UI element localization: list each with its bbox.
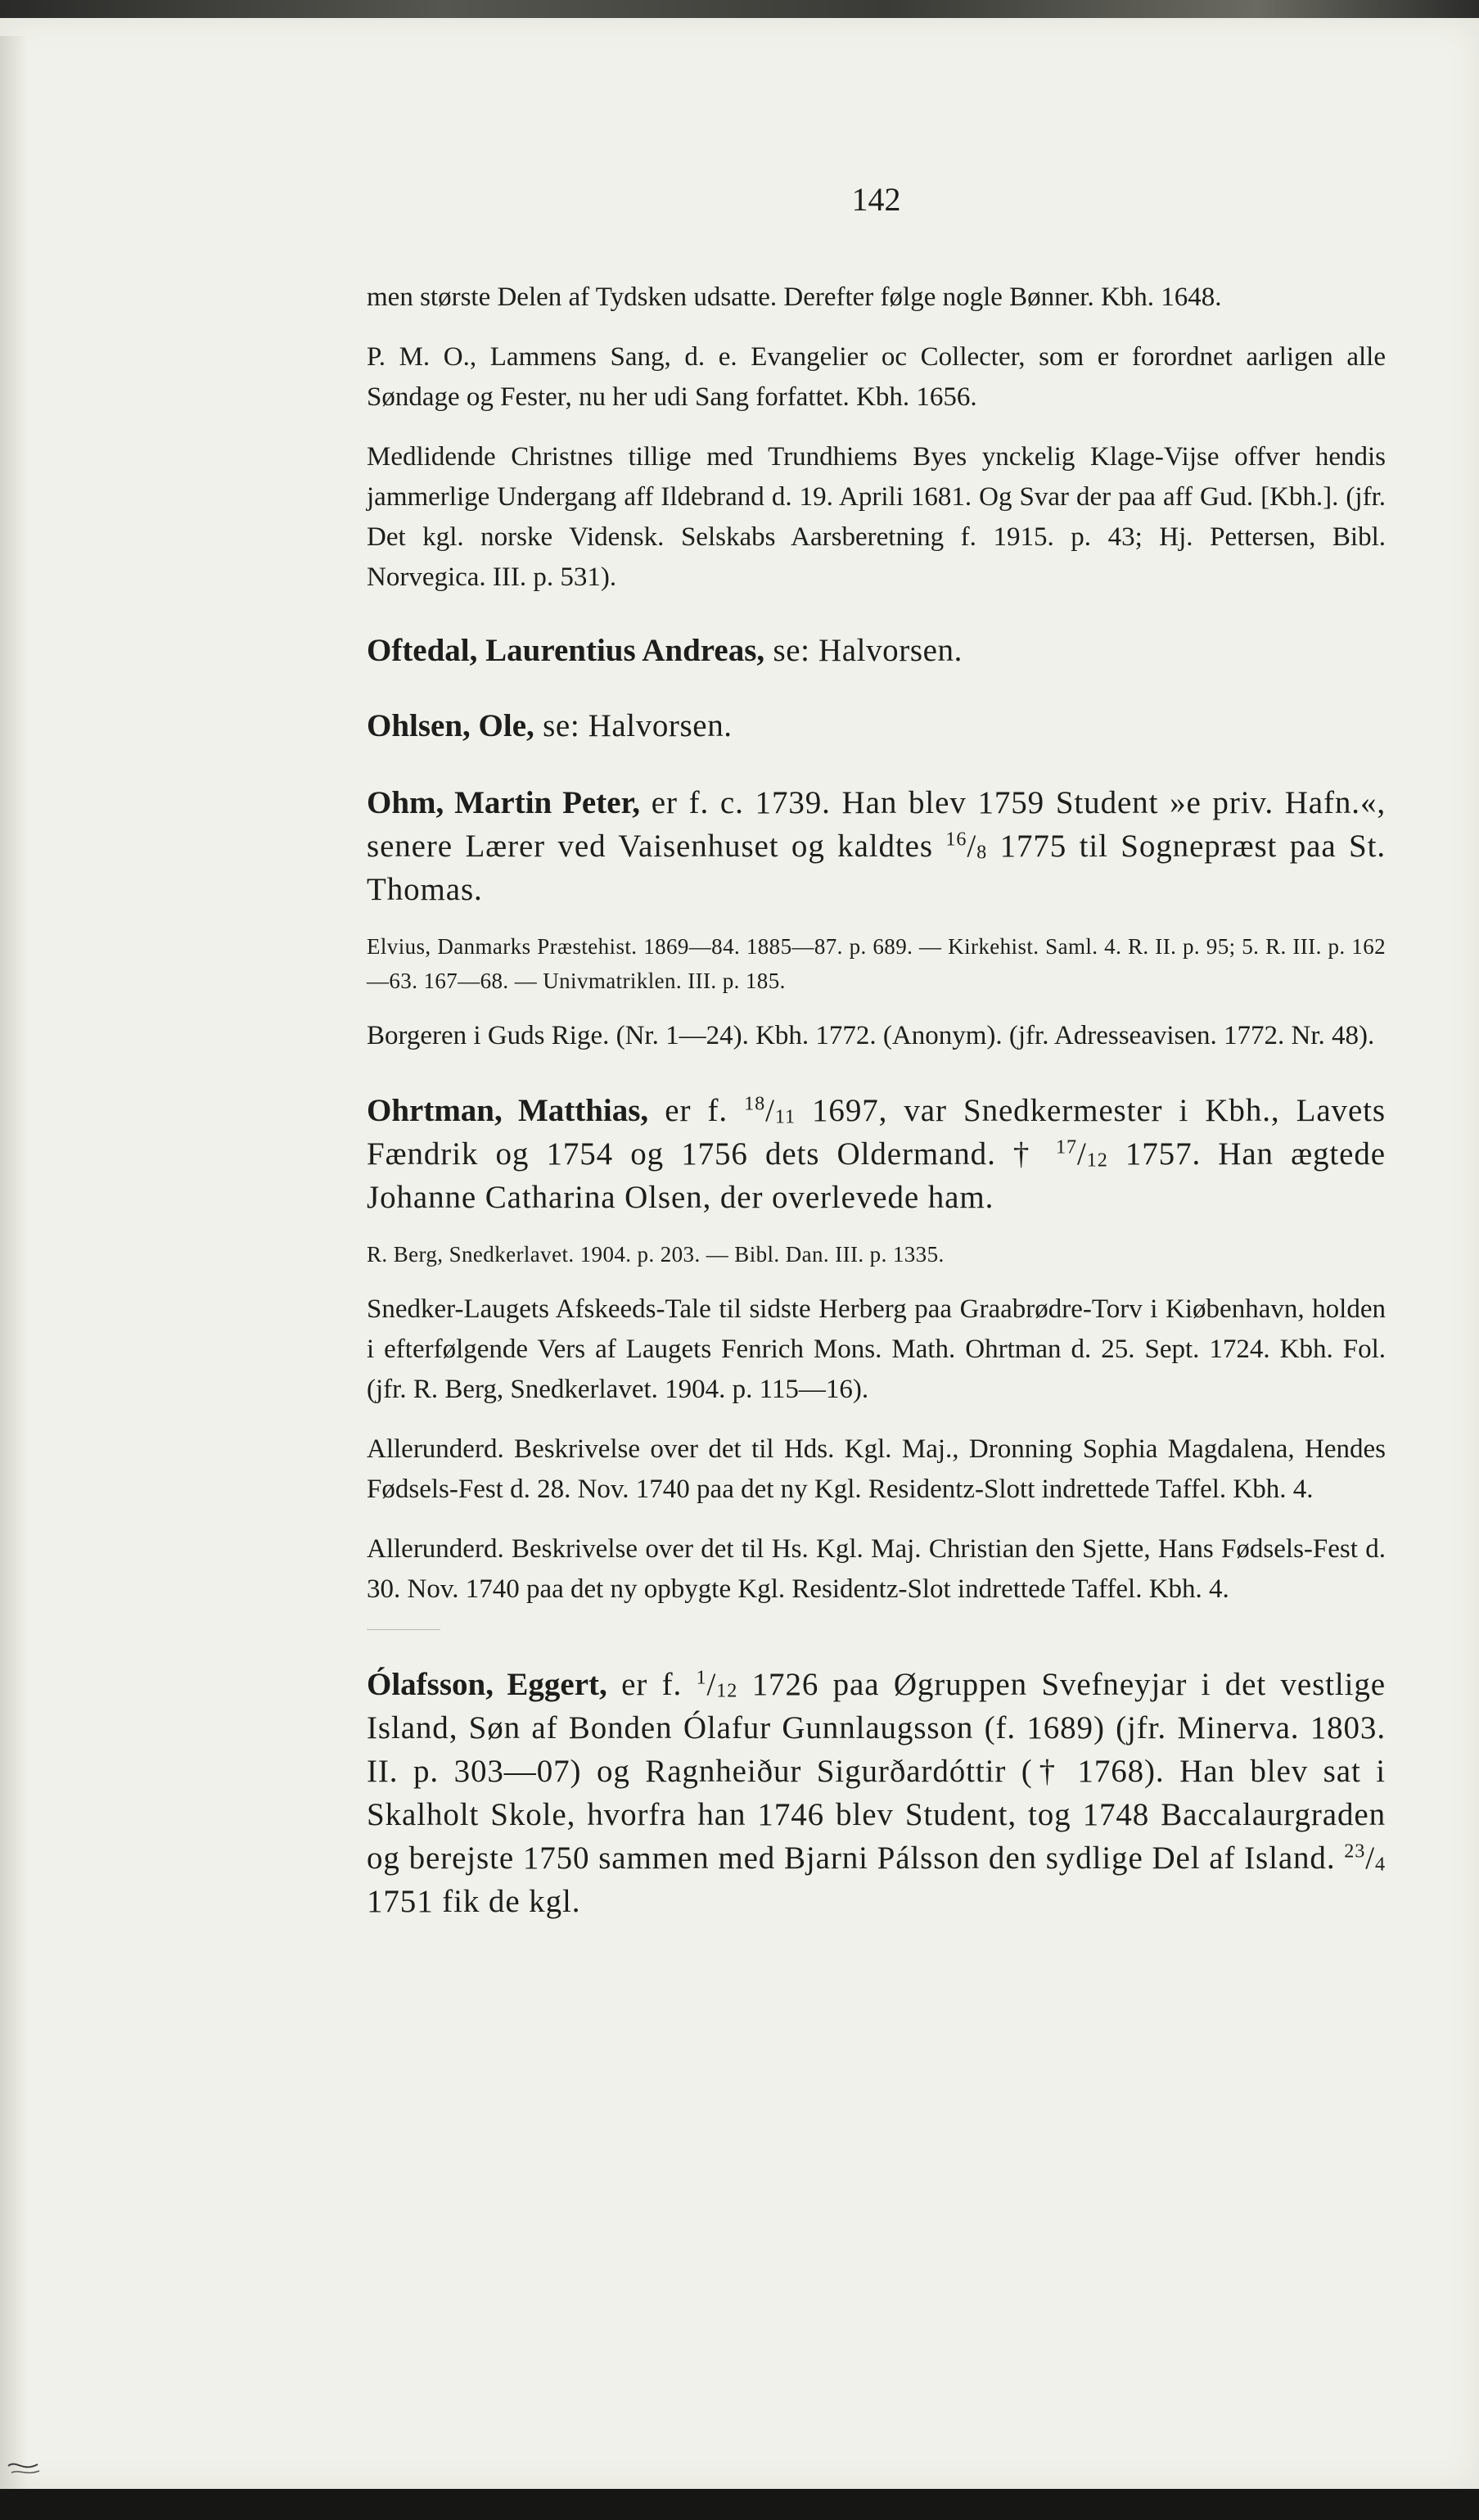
reference-note	[367, 1237, 1386, 1271]
entry-text: Elvius, Danmarks Præstehist. 1869—84. 1885—87. p. 689. — Kirkehist. Saml. 4. R. II. p. 95; 5. R. III. p. 162—63. 167—68. — Univmatriklen. III. p. 185.	[367, 934, 1386, 993]
entry-name: Ólafsson, Eggert,	[367, 1667, 607, 1702]
entry-name: Ohlsen, Ole,	[367, 708, 534, 743]
entry-name: Ohm, Martin Peter,	[367, 785, 641, 820]
text-body	[367, 278, 1386, 1923]
entry-text: Snedker-Laugets Afskeeds-Tale til sidste Herberg paa Graabrødre-Torv i Kiøbenhavn, holden i efterfølgende Vers af Laugets Fenrich Mons. Math. Ohrtman d. 25. Sept. 1724. Kbh. Fol. (jfr. R. Berg, Snedkerlavet. 1904. p. 115—16).	[367, 1294, 1386, 1404]
entry-text: R. Berg, Snedkerlavet. 1904. p. 203. — Bibl. Dan. III. p. 1335.	[367, 1242, 945, 1267]
entry-text: Allerunderd. Beskrivelse over det til Hds. Kgl. Maj., Dronning Sophia Magdalena, Hendes Fødsels-Fest d. 28. Nov. 1740 paa det ny Kgl. Residentz-Slott indrettede Taffel. Kbh. 4.	[367, 1434, 1386, 1504]
date-numerator: 17	[1055, 1136, 1077, 1158]
date-numerator: 1	[696, 1666, 707, 1689]
bibliography-entry	[367, 437, 1386, 598]
entry-name: Ohrtman, Matthias,	[367, 1093, 649, 1128]
reference-note	[367, 929, 1386, 998]
bibliography-entry	[367, 278, 1386, 318]
page-gutter-shadow	[0, 36, 28, 2507]
date-denominator: 12	[716, 1679, 738, 1702]
scan-bottom-edge	[0, 2489, 1479, 2520]
biography-entry	[367, 704, 1386, 748]
biography-entry: Ohrtman, Matthias, er f. $^{18}/_{11}$ 1697, var Snedkermester i Kbh., Lavets Fændrik og 1754 og 1756 dets Oldermand. † $^{17}/_{12}$ 1757. Han ægtede Johanne Catharina Olsen, der overlevede ham.	[367, 1092, 1386, 1215]
biography-entry: Ólafsson, Eggert, er f. $^1/_{12}$ 1726 paa Øgruppen Svefneyjar i det vestlige Island, Søn af Bonden Ólafur Gunnlaugsson (f. 1689) (jfr. Minerva. 1803. II. p. 303—07) og Ragnheiður Sigurðardóttir († 1768). Han blev sat i Skalholt Skole, hvorfra han 1746 blev Student, tog 1748 Baccalaurgraden og berejste 1750 sammen med Bjarni Pálsson den sydlige Del af Island. $^{23}/_4$ 1751 fik de kgl.	[367, 1666, 1386, 1919]
bibliography-entry	[367, 337, 1386, 418]
entry-text: men største Delen af Tydsken udsatte. Derefter følge nogle Bønner. Kbh. 1648.	[367, 282, 1222, 312]
entry-text: Allerunderd. Beskrivelse over det til Hs. Kgl. Maj. Christian den Sjette, Hans Fødsels-Fest d. 30. Nov. 1740 paa det ny opbygte Kgl. Residentz-Slot indrettede Taffel. Kbh. 4.	[367, 1534, 1386, 1604]
entry-text: se: Halvorsen.	[534, 708, 733, 743]
date-denominator: 8	[976, 841, 988, 864]
bibliography-entry	[367, 1016, 1386, 1056]
entry-text: Borgeren i Guds Rige. (Nr. 1—24). Kbh. 1772. (Anonym). (jfr. Adresseavisen. 1772. Nr. 48).	[367, 1021, 1375, 1050]
date-denominator: 11	[774, 1105, 796, 1128]
date-numerator: 23	[1344, 1840, 1366, 1863]
date-numerator: 18	[744, 1092, 766, 1115]
entry-text: P. M. O., Lammens Sang, d. e. Evangelier oc Collecter, som er forordnet aarligen alle Søndage og Fester, nu her udi Sang forfattet. Kbh. 1656.	[367, 342, 1386, 412]
date-numerator: 16	[945, 828, 967, 851]
page-content	[367, 180, 1386, 1941]
date-denominator: 4	[1375, 1853, 1386, 1876]
page-number: 142	[851, 181, 901, 218]
bibliography-entry	[367, 1289, 1386, 1410]
section-rule	[367, 1629, 440, 1630]
biography-entry: Ohm, Martin Peter, er f. c. 1739. Han blev 1759 Student »e priv. Hafn.«, senere Lærer ved Vaisenhuset og kaldtes $^{16}/_8$ 1775 til Sognepræst paa St. Thomas.	[367, 785, 1386, 907]
bibliography-entry	[367, 1429, 1386, 1510]
entry-text: se: Halvorsen.	[764, 633, 963, 668]
date-denominator: 12	[1086, 1149, 1108, 1172]
biography-entry	[367, 629, 1386, 673]
scan-top-edge	[0, 0, 1479, 18]
corner-pencil-mark	[5, 2448, 43, 2481]
bibliography-entry	[367, 1529, 1386, 1610]
entry-text: Medlidende Christnes tillige med Trundhiems Byes ynckelig Klage-Vijse offver hendis jammerlige Undergang aff Ildebrand d. 19. Aprili 1681. Og Svar der paa aff Gud. [Kbh.]. (jfr. Det kgl. norske Vidensk. Selskabs Aarsberetning f. 1915. p. 43; Hj. Pettersen, Bibl. Norvegica. III. p. 531).	[367, 442, 1386, 592]
entry-name: Oftedal, Laurentius Andreas,	[367, 633, 765, 668]
